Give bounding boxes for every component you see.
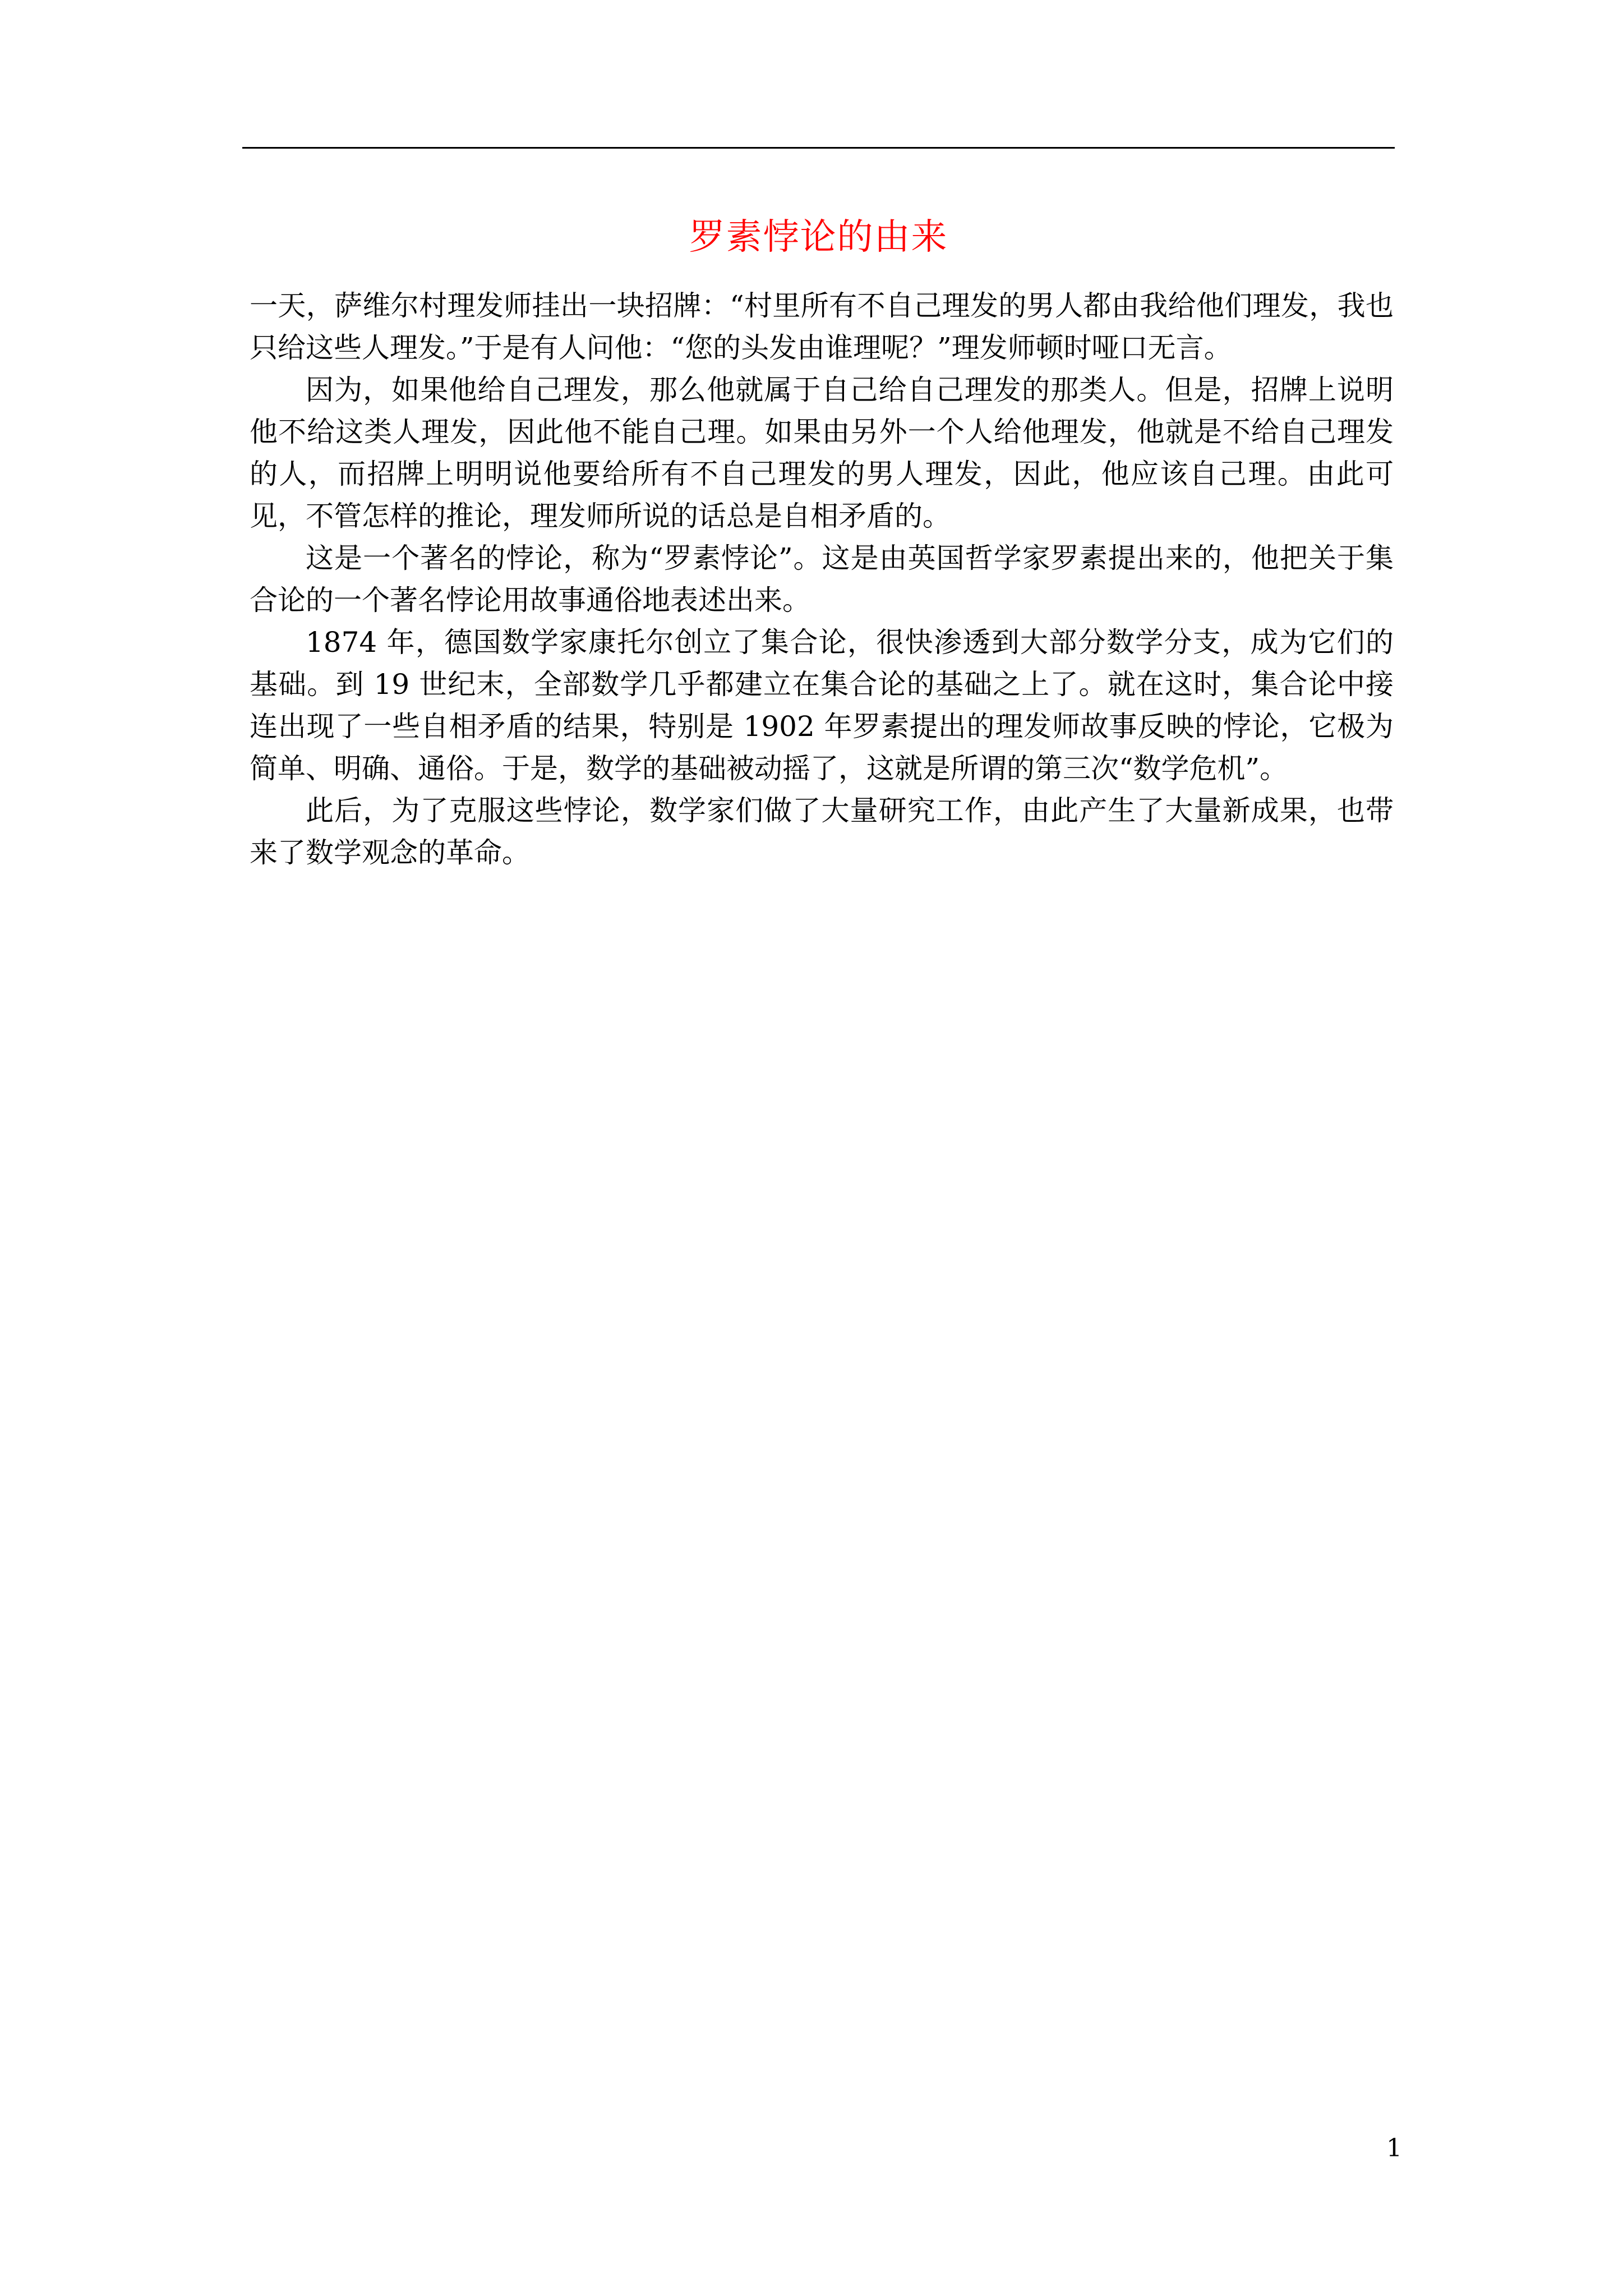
paragraph-3: 这是一个著名的悖论，称为“罗素悖论”。这是由英国哲学家罗素提出来的，他把关于集合论的一个著名悖论用故事通俗地表述出来。 xyxy=(250,542,1394,616)
paragraph-1: 一天，萨维尔村理发师挂出一块招牌：“村里所有不自己理发的男人都由我给他们理发，我也只给这些人理发。”于是有人问他：“您的头发由谁理呢？”理发师顿时哑口无言。 xyxy=(250,289,1394,364)
header-rule xyxy=(242,147,1395,149)
document-title: 罗素悖论的由来 xyxy=(689,217,948,258)
paragraph-4: 1874 年，德国数学家康托尔创立了集合论，很快渗透到大部分数学分支，成为它们的基础。到 19 世纪末，全部数学几乎都建立在集合论的基础之上了。就在这时，集合论中接连出现了一些自相矛盾的结果，特别是 1902 年罗素提出的理发师故事反映的悖论，它极为简单、明确、通俗。于是，数学的基础被动摇了，这就是所谓的第三次“数学危机”。 xyxy=(250,626,1394,785)
paragraph-5: 此后，为了克服这些悖论，数学家们做了大量研究工作，由此产生了大量新成果，也带来了数学观念的革命。 xyxy=(250,794,1394,869)
document-body xyxy=(250,285,1394,874)
paragraph-2: 因为，如果他给自己理发，那么他就属于自己给自己理发的那类人。但是，招牌上说明他不给这类人理发，因此他不能自己理。如果由另外一个人给他理发，他就是不给自己理发的人，而招牌上明明说他要给所有不自己理发的男人理发，因此，他应该自己理。由此可见，不管怎样的推论，理发师所说的话总是自相矛盾的。 xyxy=(250,374,1394,532)
page-number: 1 xyxy=(1386,2134,1402,2162)
